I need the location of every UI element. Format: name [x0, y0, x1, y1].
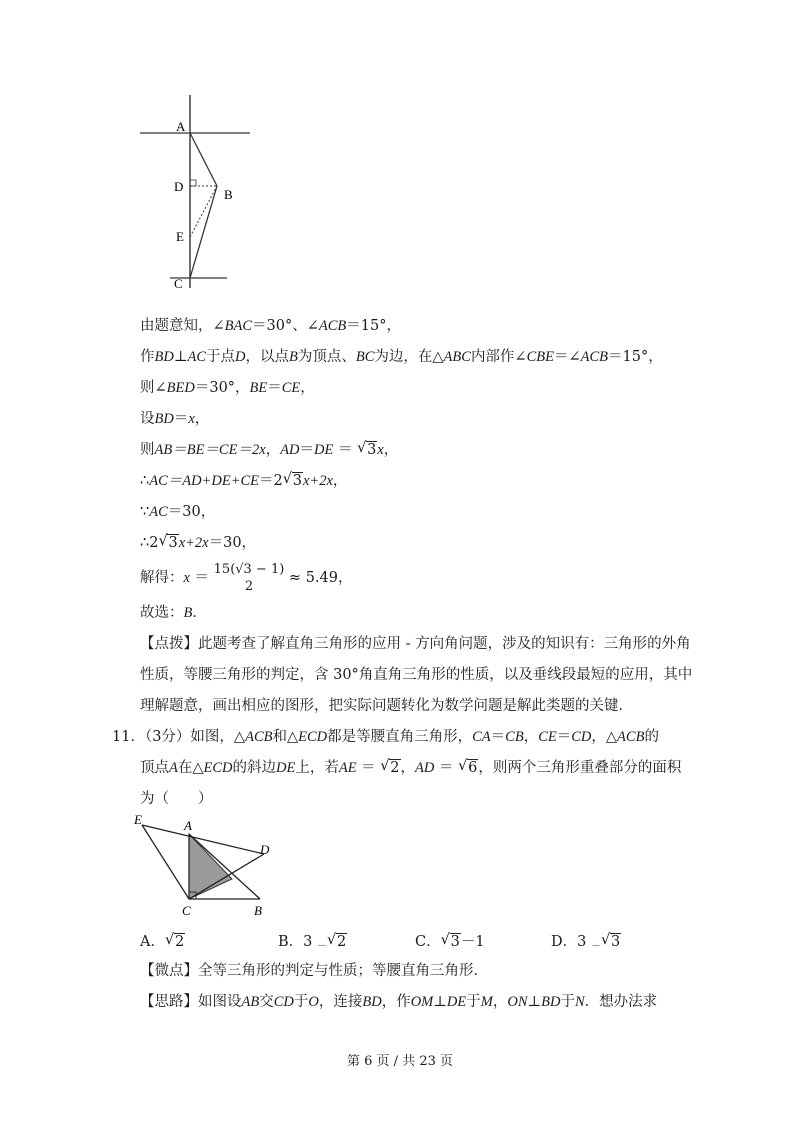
solution-line-4: 设BD＝x， [140, 411, 210, 427]
question-11-line-1: 11．（3分）如图，△ACB和△ECD都是等腰直角三角形，CA＝CB，CE＝CD，△ACB的 [112, 729, 659, 745]
solution-line-7: ∵AC＝30， [140, 504, 216, 520]
question-number: 11． [112, 729, 145, 745]
solution-line-3: 则∠BED＝30°，BE＝CE， [140, 380, 315, 396]
segment-ec [142, 825, 189, 899]
fraction: 15(√3 − 1) 2 [213, 562, 285, 594]
option-c[interactable]: C．√ 3－1 [415, 930, 485, 951]
solution-line-10: 故选：B． [140, 605, 207, 621]
solution-line-6: ∴AC＝AD+DE+CE＝2√ 3x+2x， [140, 471, 347, 491]
tip-line-1: 【点拨】此题考查了解直角三角形的应用 - 方向角问题，涉及的知识有：三角形的外角 [140, 636, 691, 652]
question-11-line-2: 顶点A在△ECD的斜边DE上，若AE ＝ √ 2，AD ＝ √ 6，则两个三角形重叠部分的面积 [140, 758, 681, 778]
tip-line-2: 性质，等腰三角形的判定，含 30°角直角三角形的性质，以及垂线段最短的应用，其中 [140, 667, 693, 683]
figure-triangles-diagram [132, 812, 282, 920]
dotted-be [190, 186, 217, 237]
page-footer: 第 6 页 / 共 23 页 [347, 1054, 453, 1069]
label-a: A [184, 818, 192, 833]
solution-line-2: 作BD⊥AC于点D，以点B为顶点、BC为边，在△ABC内部作∠CBE＝∠ACB＝15°， [140, 349, 663, 365]
label-d: D [260, 842, 270, 857]
overlap-shaded-region [189, 834, 232, 899]
label-d: D [174, 179, 184, 194]
label-b: B [224, 187, 233, 202]
option-a[interactable]: A．√ 2 [140, 930, 185, 951]
knowledge-point: 【微点】全等三角形的判定与性质；等腰直角三角形． [140, 963, 488, 979]
solution-line-1: 由题意知，∠BAC＝30°、∠ACB＝15°， [140, 318, 401, 334]
label-b: B [254, 903, 262, 918]
label-a: A [176, 119, 186, 134]
label-c: C [182, 903, 191, 918]
solution-line-9: 解得：x ＝ 15(√3 − 1) 2 ≈ 5.49， [140, 562, 353, 594]
segment-bc [190, 186, 217, 278]
label-e: E [134, 812, 142, 827]
solution-line-5: 则AB＝BE＝CE＝2x，AD＝DE ＝ √ 3x， [140, 440, 398, 460]
solution-line-8: ∴2√ 3x+2x＝30， [140, 533, 256, 553]
option-b[interactable]: B．3 $_-$√ 2 [278, 930, 347, 952]
option-d[interactable]: D．3 $_-$√ 3 [551, 930, 621, 952]
solution-idea: 【思路】如图设AB交CD于O，连接BD，作OM⊥DE于M，ON⊥BD于N．想办法求 [140, 994, 658, 1010]
figure-bearing-diagram [130, 95, 260, 295]
segment-ab [190, 133, 217, 186]
tip-line-3: 理解题意，画出相应的图形，把实际问题转化为数学问题是解此类题的关键． [140, 698, 633, 714]
question-11-line-3: 为（ ） [140, 791, 213, 807]
right-angle-mark [190, 180, 196, 186]
label-e: E [176, 229, 184, 244]
label-c: C [174, 276, 183, 291]
